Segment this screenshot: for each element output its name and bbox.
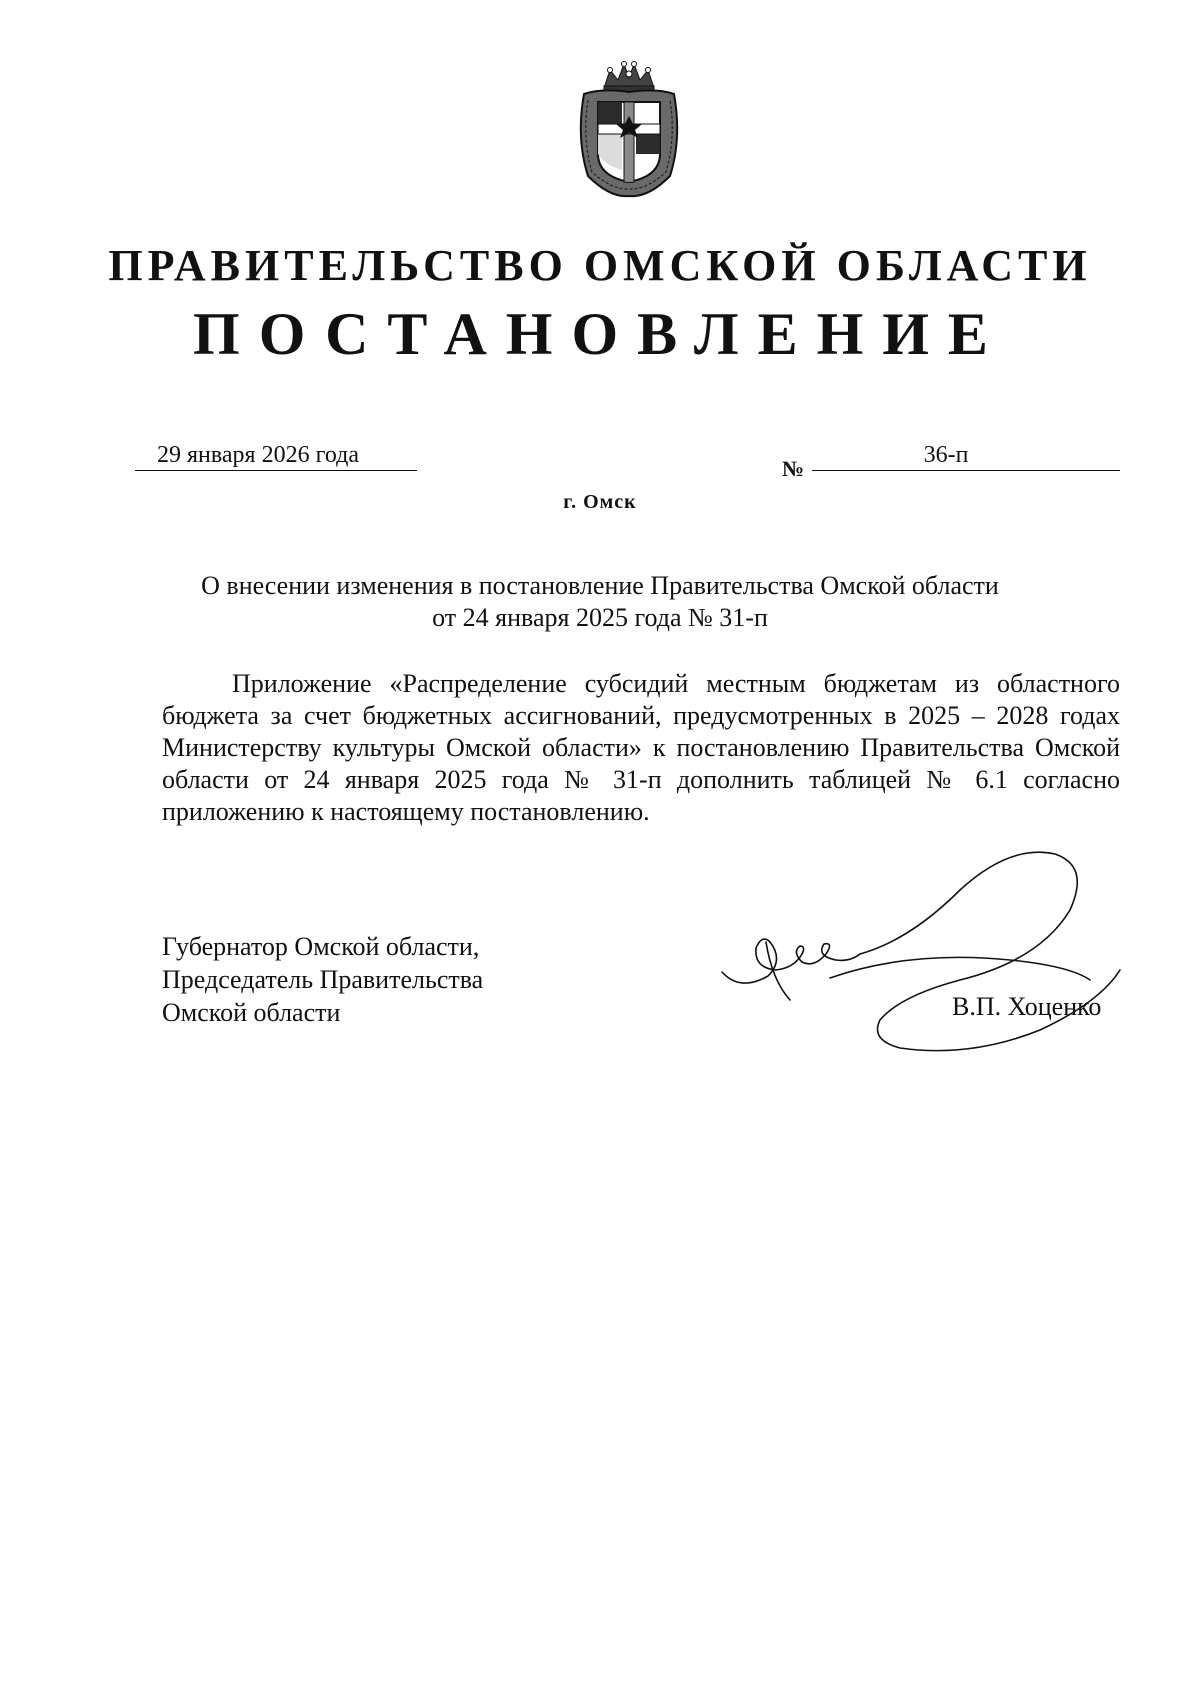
handwritten-signature	[710, 850, 1130, 1060]
position-line: Омской области	[162, 998, 341, 1027]
body-paragraph: Приложение «Распределение субсидий местным бюджетам из областного бюджета за счет бюджетных ассигнований, предусмотренных в 2025 – 2028 годах Министерству культуры Омской области» к постановлению Правительства Омской области от 24 января 2025 года № 31-п дополнить таблицей № 6.1 согласно приложению к настоящему постановлению.	[162, 669, 1120, 826]
document-subject	[130, 570, 1070, 634]
document-date: 29 января 2026 года	[135, 440, 417, 471]
position-line: Председатель Правительства	[162, 965, 484, 994]
subject-line: от 24 января 2025 года № 31-п	[432, 603, 768, 632]
position-line: Губернатор Омской области,	[162, 932, 480, 961]
document-number-label: №	[782, 456, 805, 481]
signatory-name: В.П. Хоценко	[952, 992, 1102, 1021]
organization-title: ПРАВИТЕЛЬСТВО ОМСКОЙ ОБЛАСТИ	[108, 241, 1092, 290]
subject-line: О внесении изменения в постановление Правительства Омской области	[201, 571, 999, 600]
document-city: г. Омск	[563, 491, 637, 513]
document-number: 36-п	[812, 440, 1120, 471]
coat-of-arms-icon	[570, 58, 688, 200]
document-type-heading: ПОСТАНОВЛЕНИЕ	[193, 301, 1007, 367]
signatory-position	[162, 930, 483, 1029]
